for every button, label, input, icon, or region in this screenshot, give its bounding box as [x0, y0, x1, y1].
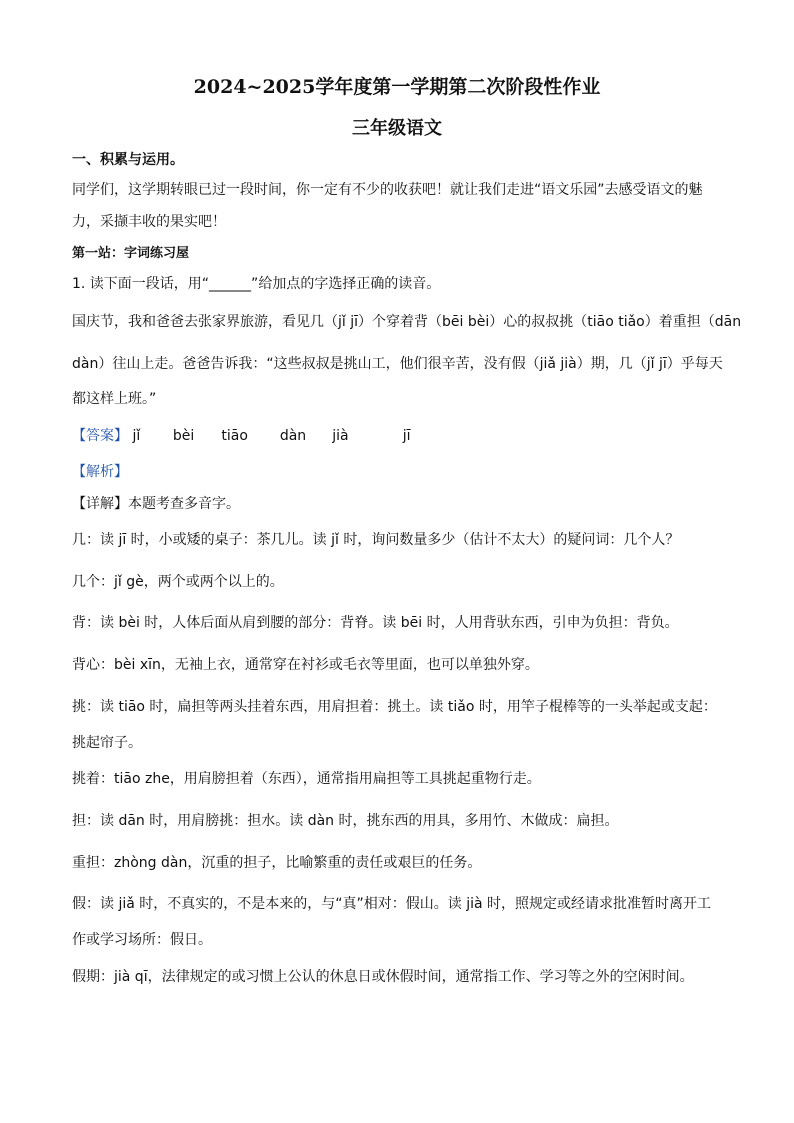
answer-item: jī	[402, 428, 411, 444]
explanation-line: 担：读 dān 时，用肩膀挑：担水。读 dàn 时，挑东西的用具，多用竹、木做成：扁担。	[72, 813, 619, 829]
explanation-line: 背心：bèi xīn，无袖上衣，通常穿在衬衫或毛衣等里面，也可以单独外穿。	[72, 657, 539, 673]
explanation-line: 背：读 bèi 时，人体后面从肩到腰的部分：背脊。读 bēi 时，人用背驮东西，引申为负担：背负。	[72, 615, 679, 631]
answer-item: dàn	[279, 428, 307, 444]
explanation-line: 几个：jǐ gè，两个或两个以上的。	[72, 574, 284, 590]
intro-line: 同学们，这学期转眼已过一段时间，你一定有不少的收获吧！就让我们走进“语文乐园”去感受语文的魅	[72, 182, 703, 198]
explanation-line: 挑：读 tiāo 时，扁担等两头挂着东西，用肩担着：挑土。读 tiǎo 时，用竿子棍棒等的一头举起或支起：	[72, 699, 717, 715]
station-heading: 第一站：字词练习屋	[72, 246, 190, 261]
document-title: 2024~2025学年度第一学期第二次阶段性作业	[193, 76, 601, 98]
explanation-line: 几：读 jī 时，小或矮的桌子：茶几儿。读 jǐ 时，询问数量多少（估计不太大）的疑问词：几个人？	[72, 532, 680, 548]
passage-line: 都这样上班。”	[72, 391, 157, 407]
explanation-line: 假期：jià qī，法律规定的或习惯上公认的休息日或休假时间，通常指工作、学习等之外的空闲时间。	[72, 969, 694, 985]
answer-item: jǐ	[132, 428, 141, 444]
answer-row	[72, 426, 732, 446]
answer-item: tiāo	[221, 428, 248, 444]
answer-item: bèi	[172, 428, 195, 444]
detail-line: 【详解】本题考查多音字。	[72, 496, 240, 512]
explanation-line: 假：读 jiǎ 时，不真实的，不是本来的，与“真”相对：假山。读 jià 时，照规定或经请求批准暂时离开工	[72, 896, 712, 912]
analysis-label: 【解析】	[72, 464, 128, 480]
explanation-line: 作或学习场所：假日。	[72, 932, 212, 948]
section-heading: 一、积累与运用。	[72, 152, 184, 168]
question-1: 1. 读下面一段话，用“______”给加点的字选择正确的读音。	[72, 276, 441, 292]
answer-label: 【答案】	[72, 428, 128, 444]
intro-line: 力，采撷丰收的果实吧！	[72, 214, 226, 230]
explanation-line: 挑起帘子。	[72, 735, 142, 751]
document-subtitle: 三年级语文	[352, 118, 442, 139]
explanation-line: 挑着：tiāo zhe，用肩膀担着（东西），通常指用扁担等工具挑起重物行走。	[72, 771, 541, 787]
answer-item: jià	[332, 428, 349, 444]
passage-line: dàn）往山上走。爸爸告诉我：“这些叔叔是挑山工，他们很辛苦，没有假（jiǎ jià）期，几（jǐ jī）乎每天	[72, 356, 723, 372]
passage-line: 国庆节，我和爸爸去张家界旅游，看见几（jǐ jī）个穿着背（bēi bèi）心的叔叔挑（tiāo tiǎo）着重担（dān	[72, 314, 742, 330]
explanation-line: 重担：zhòng dàn，沉重的担子，比喻繁重的责任或艰巨的任务。	[72, 855, 482, 871]
